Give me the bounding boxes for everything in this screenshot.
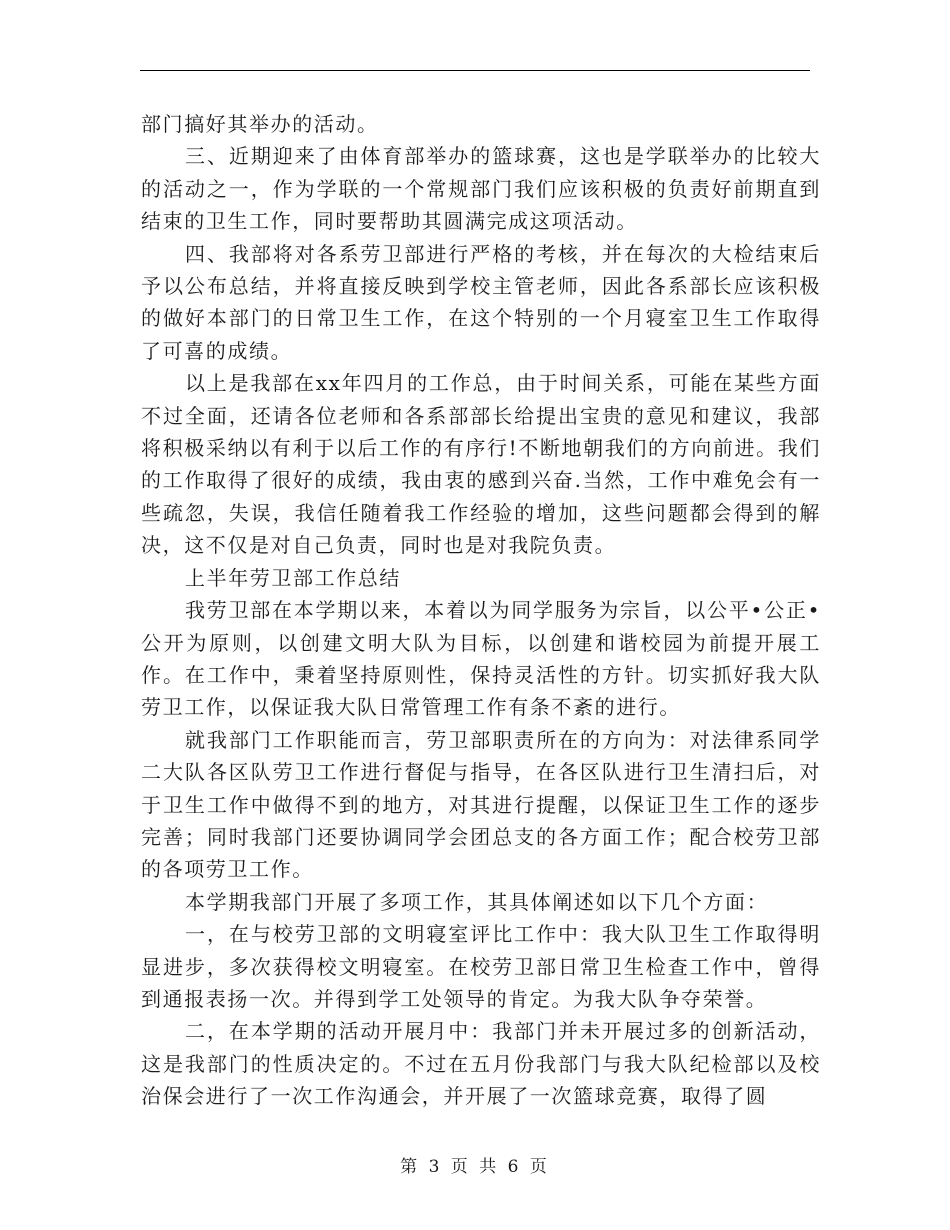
section-heading: 上半年劳卫部工作总结 — [185, 565, 401, 590]
paragraph-6: 我劳卫部在本学期以来，本着以为同学服务为宗旨，以公平•公正•公开为原则，以创建文明大队为目标，以创建和谐校园为前提开展工作。在工作中，秉着坚持原则性，保持灵活性的方针。切实抓好我大队劳卫工作，以保证我大队日常管理工作有条不紊的进行。 — [141, 598, 821, 720]
paragraph-3: 四、我部将对各系劳卫部进行严格的考核，并在每次的大检结束后予以公布总结，并将直接反映到学校主管老师，因此各系部长应该积极的做好本部门的日常卫生工作，在这个特别的一个月寝室卫生工作取得了可喜的成绩。 — [141, 241, 821, 363]
paragraph-7: 就我部门工作职能而言，劳卫部职责所在的方向为：对法律系同学二大队各区队劳卫工作进行督促与指导，在各区队进行卫生清扫后，对于卫生工作中做得不到的地方，对其进行提醒，以保证卫生工作的逐步完善；同时我部门还要协调同学会团总支的各方面工作；配合校劳卫部的各项劳卫工作。 — [141, 727, 821, 882]
document-body — [141, 108, 821, 1113]
paragraph-9: 一，在与校劳卫部的文明寝室评比工作中：我大队卫生工作取得明显进步，多次获得校文明寝室。在校劳卫部日常卫生检查工作中，曾得到通报表扬一次。并得到学工处领导的肯定。为我大队争夺荣誉。 — [141, 922, 821, 1011]
paragraph-8: 本学期我部门开展了多项工作，其具体阐述如以下几个方面： — [185, 889, 769, 914]
page-number: 第 3 页 共 6 页 — [400, 1157, 550, 1177]
paragraph-4: 以上是我部在xx年四月的工作总，由于时间关系，可能在某些方面不过全面，还请各位老师和各系部部长给提出宝贵的意见和建议，我部将积极采纳以有利于以后工作的有序行!不断地朝我们的方向前进。我们的工作取得了很好的成绩，我由衷的感到兴奋.当然，工作中难免会有一些疏忽，失误，我信任随着我工作经验的增加，这些问题都会得到的解决，这不仅是对自己负责，同时也是对我院负责。 — [141, 371, 821, 558]
paragraph-1: 部门搞好其举办的活动。 — [141, 112, 379, 136]
paragraph-2: 三、近期迎来了由体育部举办的篮球赛，这也是学联举办的比较大的活动之一，作为学联的一个常规部门我们应该积极的负责好前期直到结束的卫生工作，同时要帮助其圆满完成这项活动。 — [141, 144, 821, 234]
paragraph-10: 二，在本学期的活动开展月中：我部门并未开展过多的创新活动，这是我部门的性质决定的。不过在五月份我部门与我大队纪检部以及校治保会进行了一次工作沟通会，并开展了一次篮球竞赛，取得了圆 — [141, 1019, 821, 1109]
header-rule — [140, 70, 810, 71]
